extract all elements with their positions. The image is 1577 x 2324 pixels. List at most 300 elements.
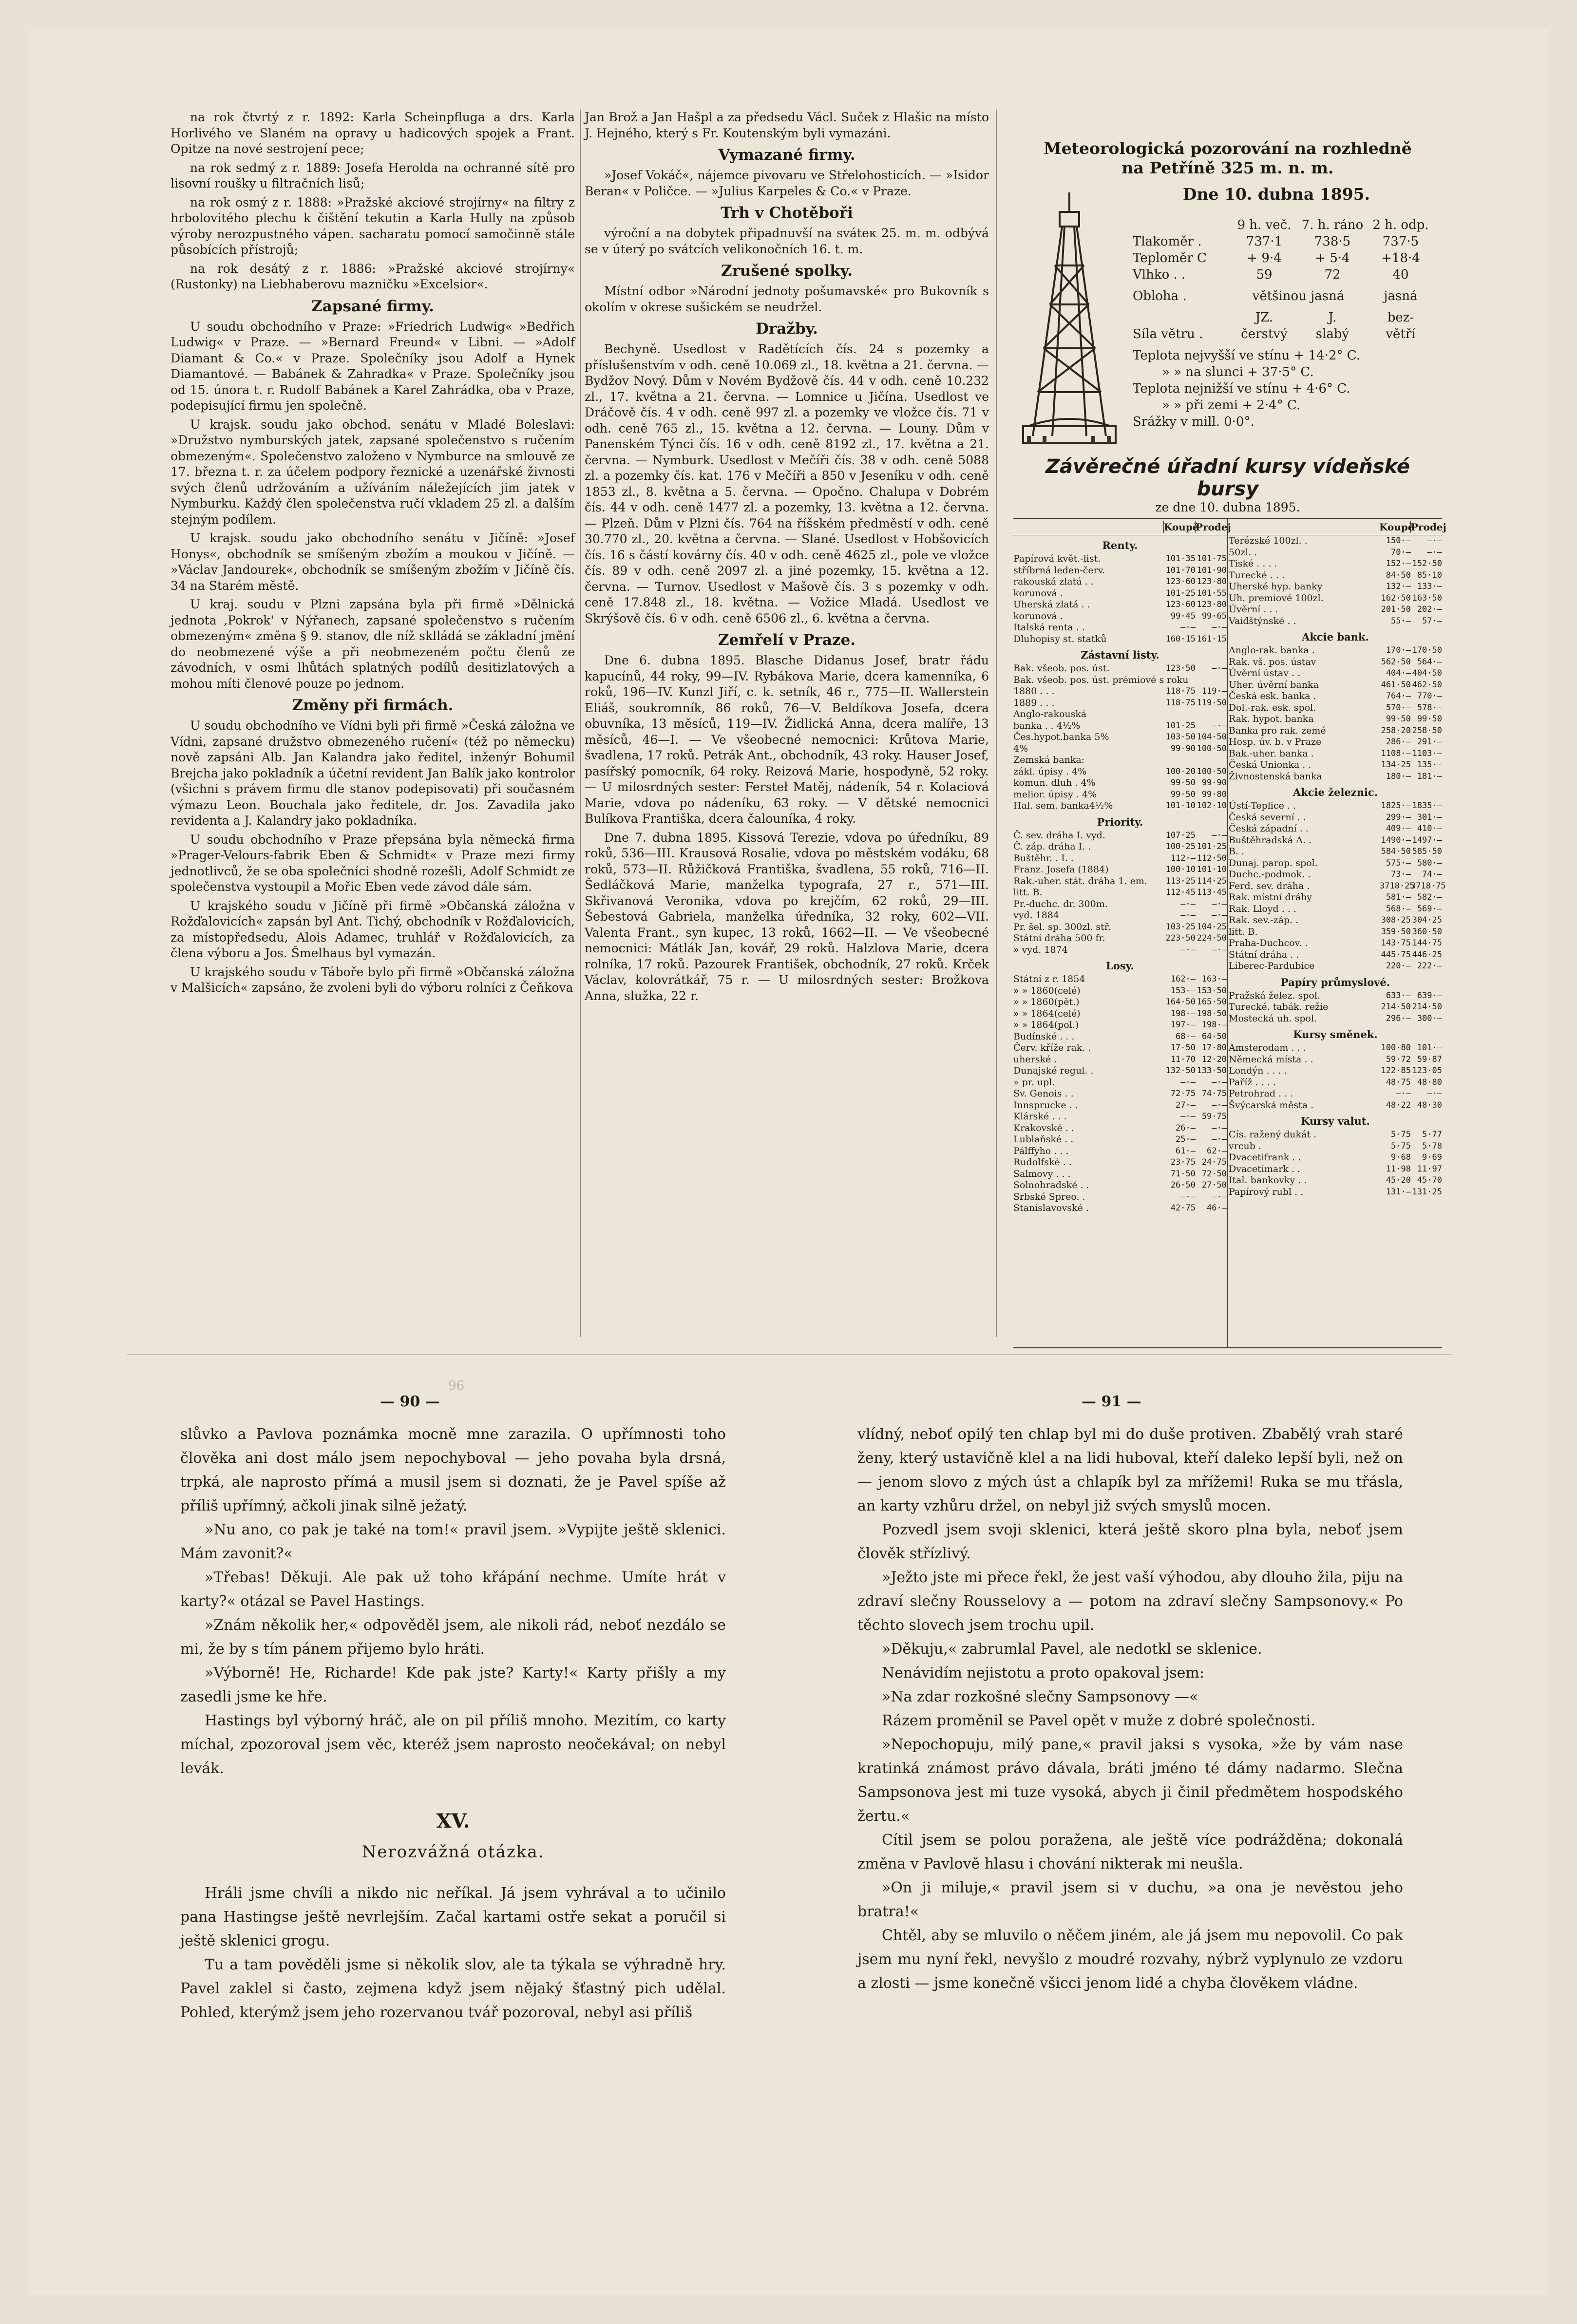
sell-price: —·— — [1212, 1077, 1227, 1087]
buy-price: 581·— — [1386, 892, 1411, 902]
security-name: Innsprucke . . — [1013, 1099, 1078, 1111]
security-name: rakouská zlatá . . — [1013, 576, 1094, 587]
security-name: stříbrná leden-červ. — [1013, 565, 1105, 576]
bourse-row — [1013, 663, 1227, 675]
security-name: litt. B. — [1013, 887, 1043, 898]
bourse-date: ze dne 10. dubna 1895. — [1155, 500, 1300, 514]
bourse-left-half — [1013, 519, 1231, 1347]
buy-price: 99·50 — [1170, 789, 1196, 799]
bourse-row — [1013, 698, 1227, 709]
buy-price: 180·— — [1386, 771, 1411, 781]
sell-price: 404·50 — [1412, 668, 1442, 678]
security-name: Státní dráha 500 fr. — [1013, 933, 1105, 944]
bourse-row — [1013, 743, 1227, 755]
bourse-row — [1013, 720, 1227, 732]
sell-price: 64·50 — [1201, 1031, 1227, 1041]
buy-price: 286·— — [1386, 737, 1411, 747]
bourse-row — [1013, 1100, 1227, 1112]
security-name: Tiské . . . . — [1229, 558, 1277, 569]
bourse-row — [1013, 709, 1227, 720]
sell-price: 104·25 — [1197, 922, 1227, 932]
sell-price: —·— — [1212, 1191, 1227, 1202]
weather-line: Srážky v mill. 0·0°. — [1133, 415, 1254, 429]
security-name: Lublaňské . . — [1013, 1134, 1074, 1145]
sell-price: 57·— — [1422, 616, 1442, 626]
sell-price: 291·— — [1417, 737, 1442, 747]
security-name: Pražská želez. spol. — [1229, 990, 1320, 1001]
novel-paragraph: Rázem proměnil se Pavel opět v muže z dobré společnosti. — [882, 1712, 1315, 1729]
buy-price: —·— — [1180, 945, 1196, 955]
weather-label — [1133, 309, 1230, 326]
weather-value: jasná — [1384, 289, 1418, 303]
column-divider — [996, 110, 997, 1337]
security-name: Švýcarská města . — [1229, 1099, 1314, 1111]
security-name: Papírová květ.-list. — [1013, 553, 1101, 564]
novel-left-page — [180, 1422, 726, 2241]
security-name: Dvacetifrank . . — [1229, 1152, 1301, 1163]
security-name: Uherská zlatá . . — [1013, 599, 1090, 610]
sell-price: 27·50 — [1201, 1180, 1227, 1190]
market-text: výroční a na dobytek připadnuvší na sváteк 25. m. m. odbývá se v úterý po svátcích velikonočních 16. t. m. — [585, 226, 989, 256]
buy-price: 100·25 — [1165, 842, 1196, 851]
bourse-row — [1013, 1203, 1227, 1214]
bourse-row — [1229, 990, 1442, 1002]
bourse-row — [1229, 1164, 1442, 1175]
bourse-row — [1013, 1008, 1227, 1020]
sell-price: 48·80 — [1417, 1077, 1442, 1087]
sell-price: 198·50 — [1197, 1008, 1227, 1019]
security-name: Cís. ražený dukát . — [1229, 1129, 1317, 1140]
bourse-row — [1013, 985, 1227, 997]
section-heading-deaths: Zemřelí v Praze. — [718, 631, 856, 649]
bourse-row — [1013, 1077, 1227, 1089]
buy-price: 1490·— — [1381, 835, 1411, 845]
bourse-row — [1013, 1146, 1227, 1157]
bourse-row — [1013, 1169, 1227, 1180]
weather-value: 72 — [1324, 267, 1341, 282]
bourse-row — [1013, 1134, 1227, 1146]
bourse-row — [1229, 680, 1442, 691]
col-buy: Koupě — [1164, 521, 1199, 533]
sell-price: 72·50 — [1201, 1169, 1227, 1179]
sell-price: 59·75 — [1201, 1112, 1227, 1121]
bourse-row — [1013, 755, 1227, 766]
bourse-row — [1229, 938, 1442, 949]
bourse-row — [1013, 1111, 1227, 1123]
sell-price: 580·— — [1417, 858, 1442, 868]
security-name: litt. B. — [1229, 926, 1258, 937]
weather-header-row — [1133, 217, 1444, 233]
security-name: Dvacetimark . . — [1229, 1163, 1300, 1174]
bourse-row — [1229, 1042, 1442, 1054]
buy-price: 162·50 — [1381, 593, 1411, 603]
bourse-row — [1229, 1129, 1442, 1141]
bourse-row — [1013, 830, 1227, 842]
buy-price: 25·— — [1176, 1134, 1196, 1144]
sell-price: 161·15 — [1197, 634, 1227, 644]
bourse-row — [1229, 737, 1442, 748]
bourse-row — [1229, 858, 1442, 869]
buy-price: 123·50 — [1165, 663, 1196, 673]
sell-price: 564·— — [1417, 657, 1442, 667]
buy-price: 99·90 — [1170, 743, 1196, 754]
bourse-row — [1229, 645, 1442, 657]
bourse-row — [1229, 904, 1442, 915]
buy-price: 584·50 — [1381, 847, 1411, 856]
bourse-row — [1229, 800, 1442, 812]
buy-price: 122·85 — [1381, 1066, 1411, 1076]
security-name: Sv. Genois . . — [1013, 1088, 1074, 1099]
buy-price: 23·75 — [1170, 1157, 1196, 1167]
sell-price: 569·— — [1417, 904, 1442, 914]
buy-price: 72·75 — [1170, 1089, 1196, 1098]
bourse-row — [1013, 853, 1227, 865]
bourse-row — [1229, 892, 1442, 904]
security-name: Buštěhr. . I. . — [1013, 852, 1074, 864]
security-name: » » 1864(pol.) — [1013, 1020, 1079, 1030]
security-name: korunová . — [1013, 587, 1064, 599]
buy-price: 100·20 — [1165, 766, 1196, 776]
weather-line: Teplota nejvyšší ve stínu + 14·2° C. — [1133, 348, 1361, 363]
sell-price: 585·50 — [1412, 847, 1442, 856]
col-buy: Koupě — [1379, 521, 1414, 533]
sell-price: —·— — [1212, 720, 1227, 731]
bourse-row — [1229, 759, 1442, 771]
novel-paragraph: Hráli jsme chvíli a nikdo nic neříkal. Já jsem vyhrával a to učinilo pana Hastingse ještě nevrlejším. Začal kartami ostře sekat a poručil si ještě sklenici grogu. — [180, 1885, 726, 1949]
sell-price: —·— — [1212, 623, 1227, 632]
security-name: Vaidštýnské . . — [1229, 615, 1296, 626]
security-name: Pálffyho . . . — [1013, 1145, 1069, 1156]
sell-price: 258·50 — [1412, 725, 1442, 736]
buy-price: 152·— — [1386, 559, 1411, 568]
weather-value: 737·1 — [1246, 234, 1283, 249]
buy-price: 5·75 — [1391, 1141, 1411, 1151]
bourse-row — [1013, 686, 1227, 698]
buy-price: 61·— — [1176, 1146, 1196, 1156]
security-name: » » 1860(celé) — [1013, 985, 1081, 996]
novel-paragraph: »Ježto jste mi přece řekl, že jest vaší výhodou, aby dlouho žila, piju na zdraví slečny Rousselovy a — potom na zdraví slečny Sampsonovy.« Po těchto slovech jsem trochu upil. — [857, 1569, 1403, 1634]
patent-entry: na rok čtvrtý z r. 1892: Karla Scheinpfluga a drs. Karla Horlivého ve Slaném na opravy u hadicových spojek a Frant. Opitze na nové sestrojení pece; — [171, 110, 575, 156]
buy-price: 299·— — [1386, 812, 1411, 822]
security-name: Rak. hypot. banka — [1229, 714, 1314, 724]
bourse-section-heading: Kursy valut. — [1301, 1115, 1370, 1127]
sell-price: 462·50 — [1412, 680, 1442, 690]
bourse-row — [1013, 864, 1227, 876]
bourse-row — [1229, 1141, 1442, 1153]
bourse-row — [1013, 933, 1227, 945]
sell-price: 5·77 — [1422, 1130, 1442, 1139]
bourse-section-heading: Kursy směnek. — [1293, 1028, 1378, 1040]
bourse-row — [1229, 702, 1442, 714]
security-name: Úvěrní . . . — [1229, 604, 1278, 615]
novel-paragraph: Nenávidím nejistotu a proto opakoval jsem: — [882, 1664, 1204, 1682]
deaths-text: Dne 6. dubna 1895. Blasche Didanus Josef, bratr řádu kapucínů, 44 roky, 99—IV. Rybákova Marie, dcera kamenníka, 6 roků, 196—IV. Kunzl Jiří, c. k. setník, 46 r., 775—II. Wallerstein Eliáš, soukromník, 86 roků, 76—V. Beldíkova Josefa, dcera obuvníka, 13 měsíců, 119—IV. Židlická Anna, dcera malíře, 13 měsíců, 46—I. — Ve všeobecné nemocnici: Krůtova Marie, švadlena, 17 roků. Petrák Ant., obchodník, 43 roky. Hauser Josef, pasířský pomocník, 64 roky. Reizová Marie, hospodyně, 52 roky. — U milosrdných sester: Fersteł Matěj, nádeník, 54 r. Kolaciová Marie, vdova po nádeníku, 63 roky. — V dětské nemocnici Bulíkova Františka, dcera čalouníka, 4 roky. — [585, 653, 989, 826]
weather-row-wind — [1133, 326, 1444, 342]
buy-price: 404·— — [1386, 668, 1411, 678]
buy-price: 45·20 — [1386, 1175, 1411, 1185]
security-name: Papírový rubl . . — [1229, 1186, 1304, 1197]
buy-price: 409·— — [1386, 824, 1411, 833]
security-name: Česká Unionka . . — [1229, 759, 1311, 770]
security-name: komun. dluh . 4% — [1013, 777, 1096, 788]
bourse-row — [1013, 1088, 1227, 1100]
sell-price: 202·— — [1417, 605, 1442, 614]
bourse-row — [1229, 926, 1442, 938]
security-name: B. . — [1229, 846, 1245, 857]
buy-price: 11·70 — [1170, 1054, 1196, 1064]
security-name: melior. úpisy . 4% — [1013, 789, 1097, 800]
buy-price: 123·60 — [1165, 600, 1196, 609]
sell-price: 59·87 — [1417, 1054, 1442, 1064]
buy-price: 575·— — [1386, 858, 1411, 868]
security-name: Státní z r. 1854 — [1013, 974, 1085, 984]
auctions-text: Bechyně. Usedlost v Radětících čís. 24 s pozemky a příslušenstvím v odh. ceně 10.069 zl., 18. května a 21. června. — Bydžov Nový. Dům v Novém Bydžově čís. 44 v odh. ceně 10.232 zl., 17. května a 21. června. — Lomnice u Jičína. Usedlost ve Dráčově čís. 4 v odh. ceně 997 zl. a pozemky ve vložce čís. 71 v odh. ceně 765 zl., 15. května a 12. června. — Louny. Dům v Panenském Týnci čís. 16 v odh. ceně 8192 zl., 17. května a 21. června. — Nymburk. Usedlost v Mečíři čís. 38 v odh. ceně 5088 zl. a pozemky čís. kat. 176 v Mečíři a 850 v Jeseníku v odh. ceně 1853 zl., 8. května a 5. června. — Opočno. Chalupa v Dobrém čís. 44 v odh. ceně 1477 zl. a pozemky, 13. května a 12. června. — Plzeň. Dům v Plzni čís. 764 na říšském předměstí v odh. ceně 30.770 zl., 20. května a červnа. — Slané. Usedlost v Hobšovicích čís. 16 s částí kovárny čís. 40 v odh. ceně 4625 zl., pole ve vložce čís. 89 v odh. ceně 2097 zl. a jiné pozemky, 15. května a 12. června. — Turnov. Usedlost v Mašově čís. 3 s pozemky v odh. ceně 17.848 zl., 18. května. — Vožice Mladá. Usedlost ve Skrýšově čís. 6 v odh. ceně 6506 zl., 6. května a června. — [585, 342, 989, 625]
weather-label: Tlakoměr . — [1133, 234, 1202, 249]
change-entry: U krajského soudu v Jičíně při firmě »Občanská záložna v Rožďalovicích« zapsán byl Ant. Tichý, obchodník v Rožďalovicích, za místopředsedu, Alois Adamec, truhlář v Rožďalovicích, za člena výboru a Jos. Šmelhaus byl vymazán. — [171, 898, 575, 960]
bourse-row — [1229, 1100, 1442, 1112]
security-name: 1889 . . . — [1013, 697, 1055, 708]
buy-price: —·— — [1180, 899, 1196, 909]
buy-price: 27·— — [1176, 1100, 1196, 1110]
firm-entry: U kraj. soudu v Plzni zapsána byla při firmě »Dělnická jednota ,Pokrok' v Nýřanech, zapsané společenstvo s ručením obmezeným« změna § 9. stanov, dle níž sklládá se základní jmění do neobmezené výše a při neobmezeném počtu členů ze závodních, v osmi lhůtách splatných podílů desitizlatových a mohou míti členové pouze po jednom. — [171, 597, 575, 691]
security-name: Stanislavovské . — [1013, 1203, 1089, 1213]
sell-price: 62·— — [1207, 1146, 1227, 1156]
bourse-row — [1013, 611, 1227, 623]
bourse-header — [1013, 519, 1231, 535]
sell-price: 102·10 — [1197, 801, 1227, 811]
security-name: Pr. šel. sp. 300zl. stř. — [1013, 921, 1111, 932]
security-name: Anglo-rakouská — [1013, 709, 1087, 719]
bourse-row — [1013, 910, 1227, 922]
bourse-row — [1229, 846, 1442, 858]
buy-price: 162·— — [1170, 974, 1196, 984]
weather-value: + 9·4 — [1247, 251, 1282, 265]
weather-value: bez- — [1387, 310, 1414, 325]
security-name: vrcub . — [1229, 1140, 1261, 1152]
novel-paragraph: »Děkuju,« zabrumlal Pavel, ale nedotkl se sklenice. — [882, 1641, 1262, 1658]
security-name: » » 1860(pět.) — [1013, 997, 1080, 1007]
section-heading-deleted-firms: Vymazané firmy. — [718, 146, 855, 164]
security-name: Bak. všeob. pos. úst. prémiové s roku — [1013, 674, 1189, 685]
buy-price: 99·50 — [1170, 778, 1196, 788]
sell-price: 104·50 — [1197, 732, 1227, 742]
buy-price: 214·50 — [1381, 1002, 1411, 1012]
weather-value: +18·4 — [1381, 251, 1420, 265]
bourse-row — [1013, 588, 1227, 600]
security-name: Londýn . . . . — [1229, 1065, 1287, 1076]
security-name: Zemská banka: — [1013, 755, 1085, 765]
sell-price: 123·80 — [1197, 600, 1227, 609]
weather-col-morning: 7. h. ráno — [1301, 218, 1364, 232]
security-name: Klárské . . . — [1013, 1111, 1067, 1122]
buy-price: 112·— — [1170, 853, 1196, 863]
change-entry: U soudu obchodního v Praze přepsána byla německá firma »Prager-Velours-fabrik Eben & Schmidt« v Praze mezi firmy jednotlivců, že se oba společníci shodně rozešli, Adolf Schmidt ze společenstva vystoupil a Mořic Eben vede závod dále sám. — [171, 832, 575, 894]
security-name: Paříž . . . . — [1229, 1077, 1276, 1088]
security-name: Italská renta . . — [1013, 622, 1085, 633]
buy-price: 48·75 — [1386, 1077, 1411, 1087]
sell-price — [1208, 675, 1227, 686]
column-divider — [580, 110, 581, 1337]
page-number-right: — 91 — — [1082, 1393, 1141, 1410]
newspaper-sheet — [29, 29, 1548, 2295]
col-sell: Prodej — [1411, 521, 1446, 533]
faint-page-mark: 96 — [448, 1379, 465, 1393]
bourse-row — [1229, 593, 1442, 605]
security-name: korunová . — [1013, 610, 1064, 622]
deleted-firms-text: »Josef Vokáč«, nájemce pivovaru ve Střelohosticích. — »Isidor Beran« v Poličce. — »Julius Karpeles & Co.« v Praze. — [585, 168, 989, 198]
bourse-section-heading: Papíry průmyslové. — [1280, 976, 1390, 988]
security-name: Hosp. úv. b. v Praze — [1229, 737, 1322, 747]
buy-price: 153·— — [1170, 985, 1196, 996]
buy-price: 198·— — [1170, 1008, 1196, 1019]
security-name: » vyd. 1874 — [1013, 944, 1068, 955]
bourse-row — [1013, 599, 1227, 611]
security-name: Česká západní . . — [1229, 823, 1309, 834]
weather-subtitle: na Petříně 325 m. n. m. — [1121, 158, 1334, 177]
buy-price: 132·50 — [1165, 1066, 1196, 1076]
sell-price: —·— — [1212, 910, 1227, 920]
sell-price: 114·25 — [1197, 876, 1227, 886]
security-name: Praha-Duchcov. . — [1229, 938, 1308, 948]
buy-price: 99·50 — [1386, 714, 1411, 724]
security-name: Turecké. tabák. režie — [1229, 1001, 1329, 1012]
sell-price: 99·65 — [1201, 611, 1227, 621]
security-name: Solnohradské . . — [1013, 1180, 1089, 1190]
bourse-row — [1013, 789, 1227, 801]
buy-price: 132·— — [1386, 582, 1411, 591]
bourse-row — [1013, 576, 1227, 588]
sell-price: 24·75 — [1201, 1157, 1227, 1167]
buy-price: 5·75 — [1391, 1130, 1411, 1139]
sell-price: —·— — [1427, 1089, 1442, 1098]
sell-price: 119·— — [1201, 686, 1227, 696]
security-name: Rak. vš. pos. ústav — [1229, 656, 1316, 667]
buy-price: —·— — [1180, 910, 1196, 920]
page-number-left: — 90 — — [380, 1393, 440, 1410]
security-name: Banka pro rak. zemé — [1229, 725, 1326, 736]
bourse-row — [1013, 553, 1227, 565]
buy-price: —·— — [1180, 623, 1196, 632]
buy-price: 107·25 — [1165, 830, 1196, 840]
buy-price: 3718·25 — [1380, 881, 1415, 891]
sell-price: 301·— — [1417, 812, 1442, 822]
bourse-row — [1229, 835, 1442, 847]
buy-price: 101·10 — [1165, 801, 1196, 811]
sell-price: 135·— — [1417, 760, 1442, 770]
buy-price: 118·75 — [1165, 698, 1196, 708]
sell-price: 74·— — [1422, 869, 1442, 879]
sell-price: 163·— — [1201, 974, 1227, 984]
buy-price — [1164, 755, 1196, 766]
buy-price: 9·68 — [1391, 1153, 1411, 1162]
security-name: Petrohrad . . . — [1229, 1088, 1293, 1099]
buy-price: 633·— — [1386, 990, 1411, 1001]
buy-price: 134·25 — [1381, 760, 1411, 770]
bourse-row — [1229, 771, 1442, 783]
weather-line: » » při zemi + 2·4° C. — [1162, 398, 1301, 413]
bourse-row — [1013, 1020, 1227, 1031]
weather-row-wind-dir — [1133, 309, 1444, 326]
bourse-section-heading: Renty. — [1102, 539, 1138, 551]
bourse-row — [1229, 915, 1442, 926]
novel-paragraph: Cítil jsem se polou poražena, ale ještě více podrážděna; dokonalá změna v Pavlově hlasu i chování nikterak mi neušla. — [857, 1832, 1403, 1872]
weather-value: JZ. — [1255, 310, 1273, 325]
buy-price: —·— — [1396, 1089, 1411, 1098]
weather-value: J. — [1328, 310, 1337, 325]
buy-price: 99·45 — [1170, 611, 1196, 621]
buy-price: 71·50 — [1170, 1169, 1196, 1179]
security-name: Anglo-rak. banka . — [1229, 645, 1315, 656]
bourse-row — [1229, 657, 1442, 668]
buy-price: 258·20 — [1381, 725, 1411, 736]
chapter-number: XV. — [436, 1810, 470, 1833]
novel-paragraph: »Výborně! He, Richarde! Kde pak jste? Karty!« Karty přišly a my zasedli jsme ke hře. — [180, 1664, 726, 1705]
weather-extremes — [1133, 347, 1444, 430]
petrin-tower-illustration — [1013, 183, 1125, 451]
security-name: uherské . — [1013, 1054, 1057, 1065]
weather-col-afternoon: 2 h. odp. — [1372, 218, 1429, 232]
buy-price: 170·— — [1386, 645, 1411, 655]
buy-price: 118·75 — [1165, 686, 1196, 696]
security-name: zákl. úpisy . 4% — [1013, 766, 1087, 777]
security-name: Franz. Josefa (1884) — [1013, 864, 1109, 875]
weather-label: Teploměr C — [1133, 251, 1207, 265]
sell-price: 360·50 — [1412, 926, 1442, 937]
bourse-row — [1013, 887, 1227, 899]
security-name: Č. sev. dráha I. vyd. — [1013, 830, 1105, 841]
bourse-row — [1229, 616, 1442, 627]
novel-paragraph: slůvko a Pavlova poznámka mocně mne zarazila. O upřímnosti toho člověka ani dost málo jsem nepochyboval — jeho povaha byla drsná, trpká, ale naprosto přímá a musil jsem si doznati, že je Pavel spíše až příliš upřímný, ačkoli jinak silně ježatý. — [180, 1426, 726, 1514]
sell-price: 1103·— — [1412, 748, 1442, 758]
bourse-row — [1013, 974, 1227, 985]
bourse-row — [1229, 748, 1442, 760]
weather-value: čerstvý — [1241, 327, 1288, 341]
buy-price: 101·25 — [1165, 588, 1196, 598]
sell-price: 198·— — [1201, 1020, 1227, 1030]
sell-price: 101·10 — [1197, 865, 1227, 874]
patent-entry: na rok desátý z r. 1886: »Pražské akciové strojírny« (Rustonky) na Liebhaberovu mazničku »Excelsior«. — [171, 261, 575, 291]
buy-price: 1108·— — [1381, 748, 1411, 758]
patent-entry: na rok osmý z r. 1888: »Pražské akciové strojírny« na filtry z hrbolovitého plechu k čištění tekutin a Karla Hully na způsob výroby nerozpustného vápen. sacharatu pomocí samočinně stále působících přístrojů; — [171, 195, 575, 257]
sell-price: —·— — [1212, 1100, 1227, 1110]
buy-price: 73·— — [1391, 869, 1411, 879]
column-1 — [171, 110, 575, 1337]
bourse-section-heading: Zástavní listy. — [1081, 649, 1159, 661]
sell-price: 131·25 — [1412, 1187, 1442, 1197]
firm-entry: U soudu obchodního v Praze: »Friedrich Ludwig« »Bedřich Ludwig« v Praze. — »Bernard Freund« v Libni. — »Adolf Diamant & Co.« v Praze. Společníky jsou Adolf a Hynek Diamantové. — Babánek & Zahradka« v Praze. Společníky jsou od 15. února t. r. Rudolf Babánek a Karel Zahrádka, oba v Praze, podepisující firmu jen společně. — [171, 319, 575, 413]
buy-price: 123·60 — [1165, 577, 1196, 586]
sell-price: 11·97 — [1417, 1164, 1442, 1174]
bourse-row — [1013, 841, 1227, 853]
buy-price: 113·25 — [1165, 876, 1196, 886]
novel-paragraph: »Nu ano, co pak je také na tom!« pravil jsem. »Vypijte ještě sklenici. Mám zavonit?« — [180, 1521, 726, 1562]
buy-price: 70·— — [1391, 547, 1411, 557]
bourse-row — [1013, 876, 1227, 888]
security-name: Státní dráha . . — [1229, 949, 1299, 960]
security-name: Liberec-Pardubice — [1229, 961, 1315, 971]
weather-report — [1013, 139, 1442, 455]
sell-price: 9·69 — [1422, 1153, 1442, 1162]
weather-value: 59 — [1256, 267, 1273, 282]
sell-price: —·— — [1212, 830, 1227, 840]
bourse-row — [1229, 869, 1442, 881]
sell-price: 133·50 — [1197, 1066, 1227, 1076]
section-heading-auctions: Dražby. — [756, 320, 818, 338]
weather-value: 40 — [1392, 267, 1409, 282]
buy-price: 164·50 — [1165, 997, 1196, 1007]
bourse-row — [1229, 725, 1442, 737]
sell-price: 639·— — [1417, 990, 1442, 1001]
